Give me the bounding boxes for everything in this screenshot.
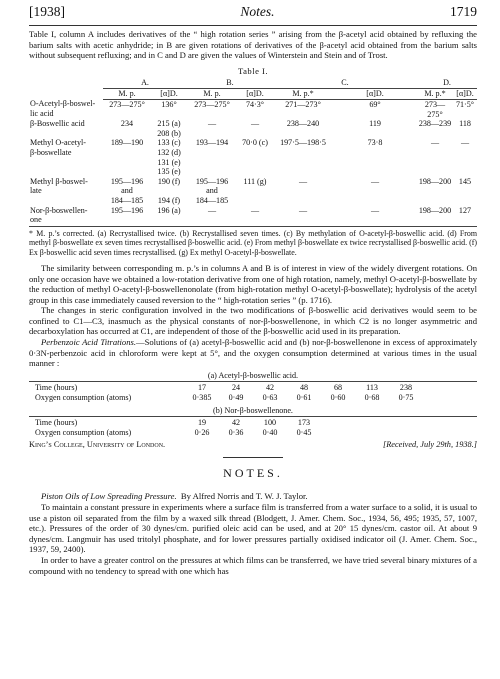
paragraph-steric: The changes in steric configuration involved in the two modifications of β-boswellic acid derivatives would seem to be confined to C1—C3, inasmuch as the physical constants of nor-β-boswellenone, in which C2 is no longer asymmetric and decarboxylation has occurred at C1, are independent of those of the β-boswellic acid used in its preparation. [29, 305, 477, 337]
table-cell: 119 [369, 119, 381, 129]
table-cell: 73·8 [367, 138, 383, 148]
column-header: M. p.* [273, 89, 333, 100]
titrations-heading: Perbenzoic Acid Titrations. [41, 337, 136, 348]
section-divider [223, 457, 283, 458]
table-cell: 190 (f) 194 (f) [157, 176, 181, 205]
table-footnote: * M. p.’s corrected. (a) Recrystallised twice. (b) Recrystallised seven times. (c) By methylation of O-acetyl-β-boswellic acid. (d) From methyl β-boswellate ex seven times recrystallised β-boswellic acid. (e) From methyl β-boswellate ex twice recrystallised β-boswellic acid. (f) Ex β-boswellic acid seven times recrystallised. (g) Ex methyl O-acetyl-β-boswellate. [29, 228, 477, 257]
signature-line [29, 440, 477, 449]
table-cell: 196 (a) [151, 206, 187, 227]
running-header [29, 4, 477, 24]
year-label: [1938] [29, 4, 65, 19]
titration-table [29, 371, 477, 438]
table-cell: 193—194 [195, 138, 229, 148]
note-title: Piston Oils of Low Spreading Pressure. [41, 491, 177, 502]
titration-a-title: (a) Acetyl-β-boswellic acid. [207, 370, 299, 380]
note-heading [29, 491, 477, 502]
table-cell: — [333, 206, 417, 227]
table-cell: — [250, 119, 260, 129]
column-header: M. p. [187, 89, 237, 100]
group-header: B. [187, 78, 273, 89]
table-caption: Table I. [237, 65, 269, 76]
note-paragraph-1: To maintain a constant pressure in experiments where a surface film is transferred from a water surface to a solid, it is usual to use a piston oil separated from the film by a waxed silk thread (Blodgett, J. Amer. Chem. Soc., 1934, 56, 495; 1935, 57, 1007, etc.). Pressures of the order of 30 dynes/cm. purified oleic acid can be used, and at 20° 15 dynes/cm. castor oil. At about 9 dynes/cm. Langmuir has used tritolyl phosphate, and for lower pressures partially oxidised indicator oil (J. Amer. Chem. Soc., 1937, 59, 2400). [29, 502, 477, 555]
table-cell: 195—196 [103, 206, 151, 227]
table-cell: 133 (c) 132 (d) 131 (e) 135 (e) [157, 138, 181, 177]
table-cell: 198—200 [418, 176, 452, 186]
table-cell: 118 [459, 119, 471, 129]
table-cell: 189—190 [110, 138, 144, 148]
note-paragraph-2: In order to have a greater control on the pressures at which films can be transferred, we have tried several binary mixtures of a compound with no tendency to spread with one which has [29, 554, 477, 576]
table-cell: 71·5° [455, 99, 475, 109]
table-cell: 238—239 [418, 119, 452, 129]
header-rule [29, 25, 477, 26]
table-cell: — [460, 138, 470, 148]
table-cell: 145 [458, 176, 472, 186]
group-header: A. [103, 78, 187, 89]
table-row [29, 206, 477, 227]
table-cell: 198—200 [417, 206, 453, 227]
table-cell: 111 (g) [243, 176, 267, 186]
column-header: [α]D. [151, 89, 187, 100]
titration-b-title: (b) Nor-β-boswellenone. [213, 405, 293, 415]
row-label: β-Boswellic acid [30, 119, 85, 129]
table-cell: 69° [369, 99, 381, 109]
column-header: [α]D. [333, 89, 417, 100]
table-cell: 238—240 [286, 119, 320, 129]
table-cell: — [370, 176, 380, 186]
table-cell: — [273, 206, 333, 227]
page-number: 1719 [449, 4, 477, 19]
group-header: C. [273, 78, 417, 89]
titration-b-time-row: Time (hours) 19 42 100 173 [35, 418, 311, 428]
table-cell: — [298, 176, 308, 186]
table-cell: 273—275° [424, 99, 446, 119]
table-cell: — [187, 206, 237, 227]
column-header: [α]D. [237, 89, 273, 100]
note-authors: By Alfred Norris and T. W. J. Taylor. [180, 491, 308, 502]
table-cell: 273—275° [194, 99, 230, 109]
table-row [29, 177, 477, 206]
table-cell: 70·0 (c) [242, 138, 268, 148]
titration-b-oxygen-row: Oxygen consumption (atoms) 0·26 0·36 0·40 0·45 [35, 427, 312, 437]
institution: King’s College, University of London. [29, 440, 166, 450]
notes-heading: NOTES. [223, 466, 283, 481]
table-cell: 74·3° [245, 99, 265, 109]
table-cell: — [430, 138, 440, 148]
titration-a-time-row: Time (hours) 17 24 42 48 68 113 238 [35, 383, 413, 393]
table-row [29, 99, 477, 119]
paragraph-similarity: The similarity between corresponding m. p.’s in columns A and B is of interest in view of the widely divergent rotations. On only one occasion have we obtained a low-rotation derivative from one of high rotation, namely, methyl O-acetyl-β-boswellate by the reduction of methyl O-acetyl-β-boswellenonolate (from high-rotation methyl O-acetyl-β-boswellate); hydrolysis of the acetyl group in this case immediately caused reversion to the “ high-rotation series ” (p. 1716). [29, 262, 477, 305]
table-cell: 234 [120, 119, 134, 129]
page [29, 4, 477, 576]
table-cell: 127 [453, 206, 477, 227]
table-cell: — [237, 206, 273, 227]
row-label: Methyl β-boswel- late [30, 176, 88, 196]
table-cell: 215 (a) 208 (b) [157, 119, 181, 138]
titrations-text: —Solutions of (a) acetyl-β-boswellic acid and (b) nor-β-boswellenone in excess of approximately 0·3N-perbenzoic acid in chloroform were kept at 5°, and the oxygen consumption determined at various times in the usual manner : [29, 337, 477, 369]
row-label: O-Acetyl-β-boswel- lic acid [30, 99, 96, 119]
column-header: M. p.* [417, 89, 453, 100]
table-row [29, 119, 477, 138]
paragraph-titrations [29, 337, 477, 369]
table-cell: — [207, 119, 217, 129]
table-cell: 195—196 and 184—185 [195, 176, 229, 205]
column-header: M. p. [103, 89, 151, 100]
rotation-table [29, 78, 477, 227]
table-row [29, 138, 477, 176]
row-label: Nor-β-boswellen- one [29, 206, 103, 227]
table-cell: 136° [161, 99, 177, 109]
titration-a-oxygen-row: Oxygen consumption (atoms) 0·385 0·49 0·63 0·61 0·60 0·68 0·75 [35, 393, 414, 403]
table-cell: 271—273° [285, 99, 321, 109]
table-cell: 195—196 and 184—185 [110, 176, 144, 205]
received-date: [Received, July 29th, 1938.] [382, 440, 477, 450]
column-header: [α]D. [453, 89, 477, 100]
table-cell: 197·5—198·5 [280, 138, 326, 148]
intro-paragraph: Table I, column A includes derivatives of the “ high rotation series ” arising from the β-acetyl acid obtained by refluxing the barium salts with acetic anhydride; in B are given rotations of derivatives of the β-acetyl acid obtained from the barium salts without subsequent refluxing; and in C and D are given the values of Winterstein and Stein and of Trost. [29, 29, 477, 61]
table-cell: 273—275° [109, 99, 145, 109]
group-header: D. [417, 78, 477, 89]
row-label: Methyl O-acetyl- β-boswellate [30, 138, 86, 157]
journal-section-title: Notes. [240, 4, 275, 19]
